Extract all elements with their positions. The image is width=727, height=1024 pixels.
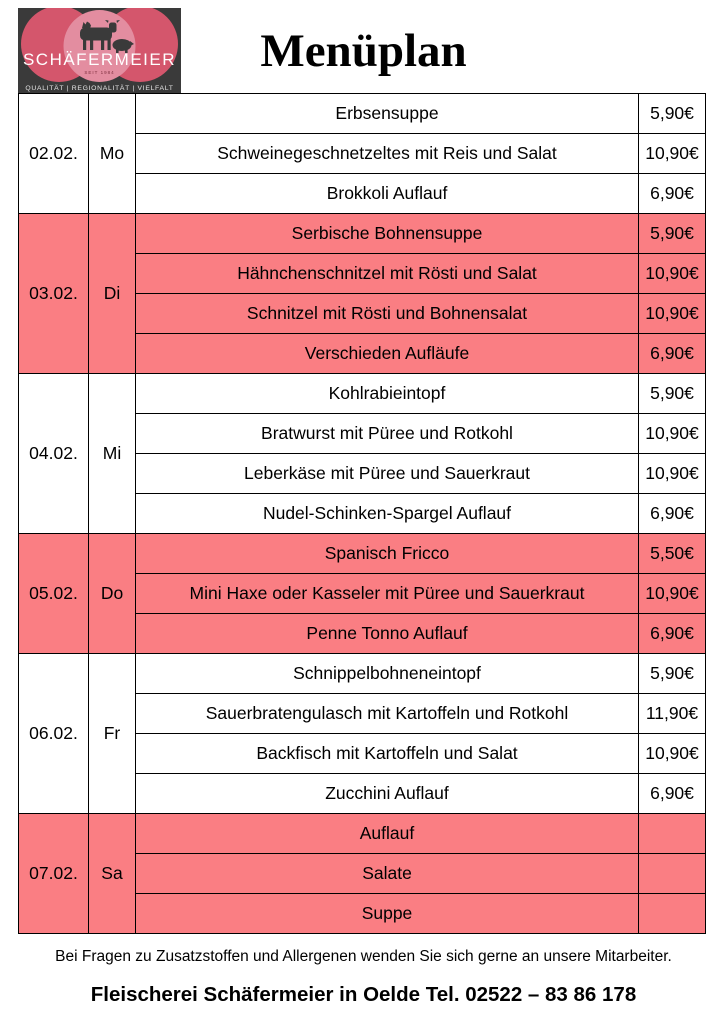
price-cell: 10,90€ — [639, 134, 706, 174]
price-cell: 6,90€ — [639, 494, 706, 534]
menu-item-cell: Penne Tonno Auflauf — [136, 614, 639, 654]
price-cell: 5,90€ — [639, 374, 706, 414]
price-cell: 10,90€ — [639, 254, 706, 294]
date-cell: 02.02. — [19, 94, 89, 214]
menu-item-cell: Verschieden Aufläufe — [136, 334, 639, 374]
day-cell: Fr — [89, 654, 136, 814]
menu-item-cell: Erbsensuppe — [136, 94, 639, 134]
menu-item-cell: Brokkoli Auflauf — [136, 174, 639, 214]
menu-item-cell: Spanisch Fricco — [136, 534, 639, 574]
menu-item-cell: Nudel-Schinken-Spargel Auflauf — [136, 494, 639, 534]
logo-tagline-text: QUALITÄT | REGIONALITÄT | VIELFALT — [25, 85, 174, 92]
date-cell: 07.02. — [19, 814, 89, 934]
day-cell: Do — [89, 534, 136, 654]
menu-item-cell: Schweinegeschnetzeltes mit Reis und Salat — [136, 134, 639, 174]
price-cell: 6,90€ — [639, 614, 706, 654]
menu-item-cell: Suppe — [136, 894, 639, 934]
date-cell: 03.02. — [19, 214, 89, 374]
price-cell: 6,90€ — [639, 334, 706, 374]
page-title: Menüplan — [260, 25, 467, 77]
logo-est-text: SEIT 1984 — [84, 70, 115, 75]
menu-row — [19, 94, 706, 134]
price-cell: 5,90€ — [639, 214, 706, 254]
menu-item-cell: Backfisch mit Kartoffeln und Salat — [136, 734, 639, 774]
price-cell — [639, 814, 706, 854]
menu-item-cell: Zucchini Auflauf — [136, 774, 639, 814]
menu-row — [19, 374, 706, 414]
price-cell: 11,90€ — [639, 694, 706, 734]
menu-row — [19, 534, 706, 574]
menu-item-cell: Leberkäse mit Püree und Sauerkraut — [136, 454, 639, 494]
menu-table — [18, 93, 706, 934]
menu-item-cell: Salate — [136, 854, 639, 894]
price-cell: 5,90€ — [639, 94, 706, 134]
date-cell: 06.02. — [19, 654, 89, 814]
price-cell: 6,90€ — [639, 174, 706, 214]
price-cell — [639, 894, 706, 934]
date-cell: 04.02. — [19, 374, 89, 534]
day-cell: Mo — [89, 94, 136, 214]
price-cell: 10,90€ — [639, 574, 706, 614]
contact-line: Fleischerei Schäfermeier in Oelde Tel. 02522 – 83 86 178 — [90, 983, 637, 1006]
menu-item-cell: Bratwurst mit Püree und Rotkohl — [136, 414, 639, 454]
price-cell: 10,90€ — [639, 414, 706, 454]
menu-item-cell: Hähnchenschnitzel mit Rösti und Salat — [136, 254, 639, 294]
menu-row — [19, 214, 706, 254]
price-cell: 6,90€ — [639, 774, 706, 814]
day-cell: Sa — [89, 814, 136, 934]
menu-item-cell: Kohlrabieintopf — [136, 374, 639, 414]
menu-item-cell: Schnippelbohneneintopf — [136, 654, 639, 694]
menu-item-cell: Schnitzel mit Rösti und Bohnensalat — [136, 294, 639, 334]
menu-item-cell: Sauerbratengulasch mit Kartoffeln und Rotkohl — [136, 694, 639, 734]
logo-brand-text: SCHÄFERMEIER — [22, 50, 177, 69]
menu-item-cell: Auflauf — [136, 814, 639, 854]
menu-row — [19, 654, 706, 694]
price-cell: 10,90€ — [639, 294, 706, 334]
date-cell: 05.02. — [19, 534, 89, 654]
day-cell: Di — [89, 214, 136, 374]
menu-table-body — [19, 94, 706, 934]
menu-row — [19, 814, 706, 854]
allergen-note: Bei Fragen zu Zusatzstoffen und Allergenen wenden Sie sich gerne an unsere Mitarbeiter. — [55, 948, 672, 965]
price-cell: 5,90€ — [639, 654, 706, 694]
price-cell: 10,90€ — [639, 734, 706, 774]
menu-item-cell: Mini Haxe oder Kasseler mit Püree und Sauerkraut — [136, 574, 639, 614]
price-cell: 10,90€ — [639, 454, 706, 494]
menu-item-cell: Serbische Bohnensuppe — [136, 214, 639, 254]
day-cell: Mi — [89, 374, 136, 534]
price-cell — [639, 854, 706, 894]
price-cell: 5,50€ — [639, 534, 706, 574]
